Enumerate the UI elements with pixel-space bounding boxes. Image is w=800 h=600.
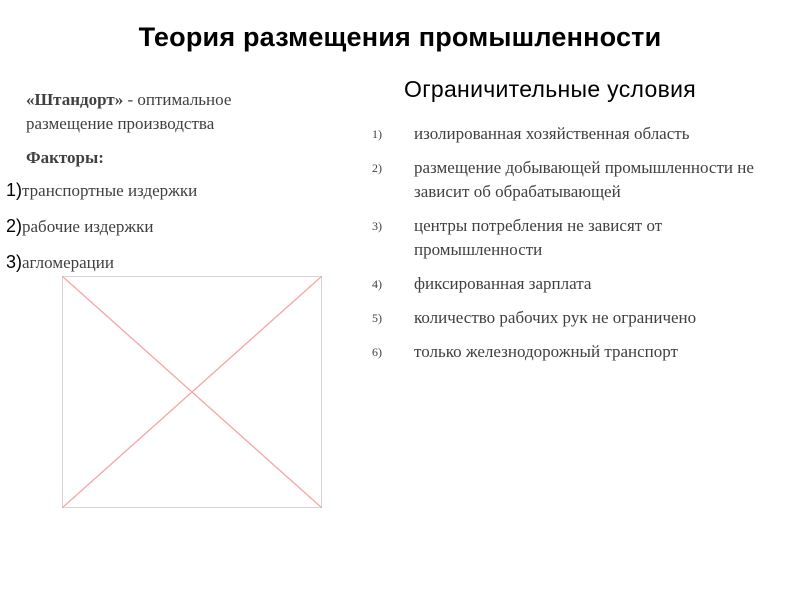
condition-item [372, 156, 782, 204]
factor-text: агломерации [22, 253, 114, 272]
factors-heading: Факторы: [26, 148, 104, 167]
condition-number: 5) [372, 311, 382, 325]
condition-text: фиксированная зарплата [414, 274, 592, 293]
condition-text: размещение добывающей промышленности не зависит об обрабатывающей [414, 158, 754, 201]
definition-term: «Штандорт» [26, 90, 124, 109]
condition-text: только железнодорожный транспорт [414, 342, 678, 361]
condition-item [372, 214, 782, 262]
right-column [372, 122, 782, 374]
factor-number: 3) [6, 252, 23, 272]
condition-text: центры потребления не зависят от промышленности [414, 216, 663, 259]
factor-number: 1) [6, 180, 23, 200]
conditions-heading: Ограничительные условия [404, 76, 696, 102]
condition-item [372, 306, 782, 330]
condition-text: количество рабочих рук не ограничено [414, 308, 697, 327]
condition-text: изолированная хозяйственная область [414, 124, 690, 143]
factor-item [6, 178, 306, 202]
condition-item [372, 272, 782, 296]
factors-list [6, 178, 306, 274]
conditions-list [372, 122, 782, 364]
definition-text: - оптимальное размещение производства [26, 90, 232, 133]
condition-item [372, 340, 782, 364]
condition-number: 3) [372, 219, 382, 233]
image-placeholder [62, 276, 322, 508]
condition-number: 1) [372, 127, 382, 141]
factor-text: рабочие издержки [22, 217, 154, 236]
condition-number: 6) [372, 345, 382, 359]
condition-number: 4) [372, 277, 382, 291]
condition-item [372, 122, 782, 146]
left-column [6, 88, 306, 286]
factor-text: транспортные издержки [22, 181, 198, 200]
factor-item [6, 250, 306, 274]
factor-number: 2) [6, 216, 23, 236]
slide-title: Теория размещения промышленности [138, 22, 662, 52]
condition-number: 2) [372, 161, 382, 175]
factor-item [6, 214, 306, 238]
standort-definition [6, 88, 306, 136]
